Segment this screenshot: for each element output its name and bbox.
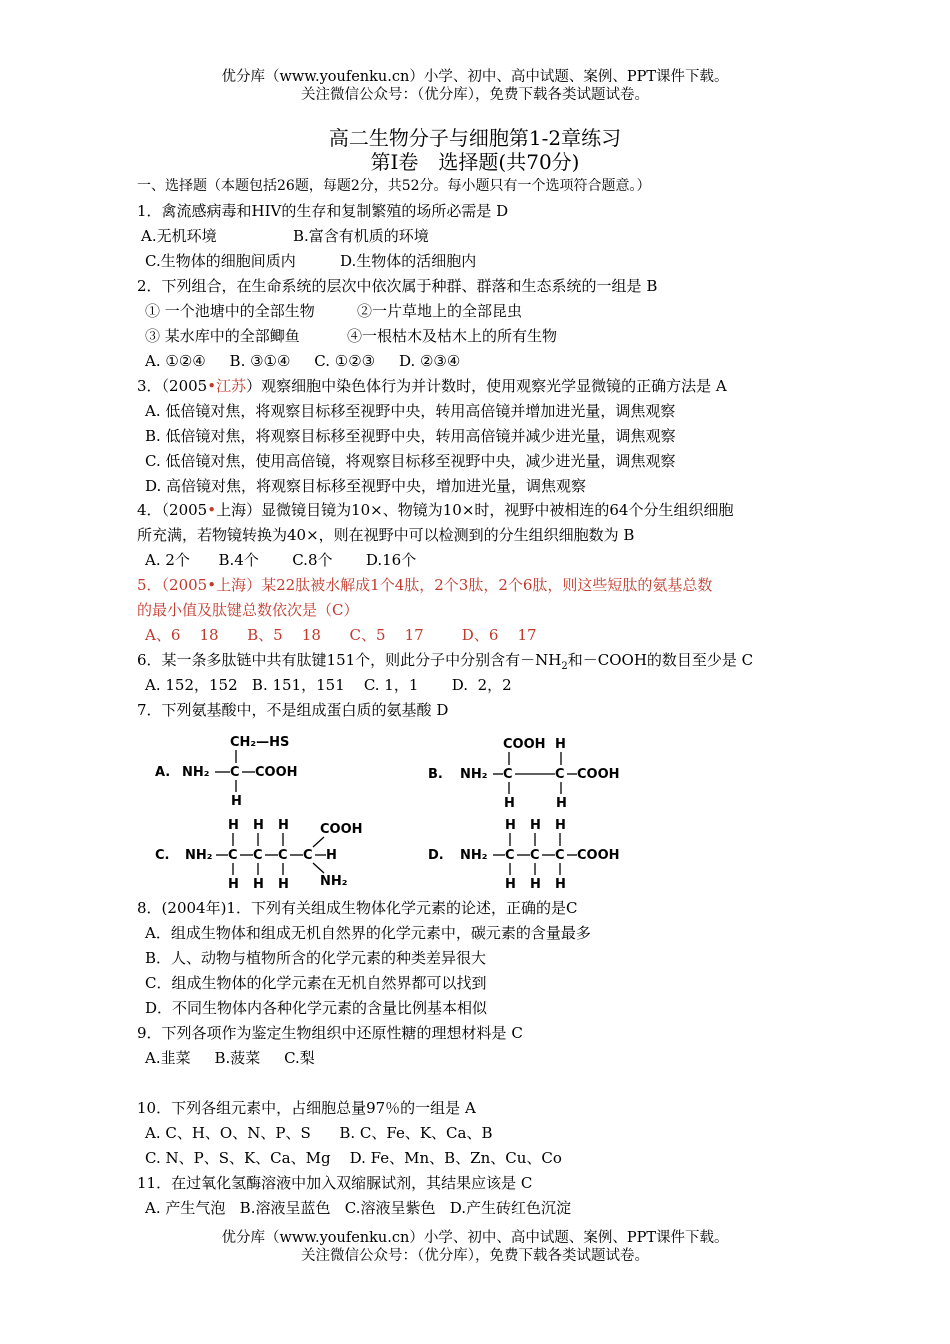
header-line-1: 优分库（www.youfenku.cn）小学、初中、高中试题、案例、PPT课件下载。 bbox=[221, 69, 729, 85]
q7-stem: 7．下列氨基酸中，不是组成蛋白质的氨基酸 D bbox=[137, 701, 449, 719]
structure-c-c3: C bbox=[278, 848, 288, 863]
structure-c-c4: C bbox=[303, 848, 313, 863]
q4-stem-rest: 上海）显微镜目镜为10×、物镜为10×时，视野中被相连的64个分生组织细胞 bbox=[216, 501, 734, 519]
q8-option-d: D．不同生物体内各种化学元素的含量比例基本相似 bbox=[145, 999, 488, 1017]
q4-options: A. 2个 B.4个 C.8个 D.16个 bbox=[145, 551, 417, 569]
q4-stem bbox=[137, 499, 733, 521]
q3-dot: • bbox=[207, 377, 217, 395]
q3-stem bbox=[137, 375, 727, 397]
q2-stem: 2．下列组合，在生命系统的层次中依次属于种群、群落和生态系统的一组是 B bbox=[137, 277, 658, 295]
q5-options: A、6 18 B、5 18 C、5 17 D、6 17 bbox=[145, 626, 537, 644]
q10-options-ab: A. C、H、O、N、P、S B. C、Fe、K、Ca、B bbox=[145, 1124, 493, 1142]
q1-option-c: C.生物体的细胞间质内 bbox=[145, 252, 296, 270]
q10-stem: 10．下列各组元素中，占细胞总量97％的一组是 A bbox=[137, 1099, 476, 1117]
q8-option-c: C．组成生物体的化学元素在无机自然界都可以找到 bbox=[145, 974, 487, 992]
structure-c-nh2: NH₂ bbox=[185, 848, 213, 863]
q1-option-a: A.无机环境 bbox=[141, 227, 217, 245]
structure-c-h-top-2: H bbox=[253, 818, 264, 833]
structure-d-c1: C bbox=[505, 848, 515, 863]
q11-stem: 11．在过氧化氢酶溶液中加入双缩脲试剂，其结果应该是 C bbox=[137, 1174, 533, 1192]
structure-c-h-top-1: H bbox=[228, 818, 239, 833]
q3-stem-prefix: 3．（2005 bbox=[137, 377, 208, 395]
section-intro: 一、选择题（本题包括26题，每题2分，共52分。每小题只有一个选项符合题意。） bbox=[137, 178, 651, 194]
q5-stem-line-2: 的最小值及肽键总数依次是（C） bbox=[137, 601, 359, 619]
q8-option-b: B．人、动物与植物所含的化学元素的种类差异很大 bbox=[145, 949, 487, 967]
structure-b-h-bottom-1: H bbox=[504, 796, 515, 811]
q3-stem-rest: ）观察细胞中染色体行为并计数时，使用观察光学显微镜的正确方法是 A bbox=[246, 377, 727, 395]
structure-d-h-top-2: H bbox=[530, 818, 541, 833]
structure-d-nh2: NH₂ bbox=[460, 848, 488, 863]
structure-b-h-bottom-2: H bbox=[556, 796, 567, 811]
structure-c-h-top-3: H bbox=[278, 818, 289, 833]
q1-stem: 1．禽流感病毒和HIV的生存和复制繁殖的场所必需是 D bbox=[137, 202, 509, 220]
structure-a bbox=[150, 730, 320, 810]
structure-c-h-bottom-2: H bbox=[253, 877, 264, 892]
footer-line-2: 关注微信公众号：（优分库），免费下载各类试题试卷。 bbox=[301, 1248, 649, 1264]
structure-d-h-top-3: H bbox=[555, 818, 566, 833]
q8-stem: 8．(2004年)1．下列有关组成生物体化学元素的论述，正确的是C bbox=[137, 899, 578, 917]
q2-item-1: ① 一个池塘中的全部生物 bbox=[145, 302, 315, 320]
structure-d-h-bottom-2: H bbox=[530, 877, 541, 892]
structure-c-c2: C bbox=[253, 848, 263, 863]
q9-options: A.韭菜 B.菠菜 C.梨 bbox=[145, 1049, 315, 1067]
structure-d-h-bottom-3: H bbox=[555, 877, 566, 892]
structure-a-cooh: COOH bbox=[255, 765, 298, 780]
footer-line-1: 优分库（www.youfenku.cn）小学、初中、高中试题、案例、PPT课件下载。 bbox=[221, 1230, 729, 1246]
structure-a-ch2hs: CH₂—HS bbox=[230, 735, 290, 750]
q6-stem-prefix: 6．某一条多肽链中共有肽键151个，则此分子中分别含有－NH bbox=[137, 651, 562, 669]
structure-d-c2: C bbox=[530, 848, 540, 863]
q3-option-d: D. 高倍镜对焦，将观察目标移至视野中央，增加进光量，调焦观察 bbox=[145, 477, 587, 495]
structure-c-c1: C bbox=[228, 848, 238, 863]
structure-b-nh2: NH₂ bbox=[460, 767, 488, 782]
structure-d-cooh: COOH bbox=[577, 848, 620, 863]
structure-b-c1: C bbox=[503, 767, 513, 782]
q6-stem-rest: 和－COOH的数目至少是 C bbox=[567, 651, 754, 669]
structure-c-label: C. bbox=[155, 848, 170, 863]
q6-subscript: 2 bbox=[561, 661, 568, 672]
q3-place: 江苏 bbox=[216, 377, 247, 395]
q4-stem-line-2: 所充满，若物镜转换为40×，则在视野中可以检测到的分生组织细胞数为 B bbox=[137, 526, 635, 544]
q3-option-a: A. 低倍镜对焦，将观察目标移至视野中央，转用高倍镜并增加进光量，调焦观察 bbox=[145, 402, 676, 420]
structure-a-c: C bbox=[230, 765, 240, 780]
structure-b-c2: C bbox=[555, 767, 565, 782]
structure-c-h-bottom-1: H bbox=[228, 877, 239, 892]
structure-c-cooh: COOH bbox=[320, 822, 363, 837]
q1-option-d: D.生物体的活细胞内 bbox=[340, 252, 477, 270]
q10-options-cd: C. N、P、S、K、Ca、Mg D. Fe、Mn、B、Zn、Cu、Co bbox=[145, 1149, 562, 1167]
structure-b-label: B. bbox=[428, 767, 443, 782]
structure-b-cooh: COOH bbox=[577, 767, 620, 782]
q2-item-4: ④一根枯木及枯木上的所有生物 bbox=[347, 327, 558, 345]
page-title: 高二生物分子与细胞第1-2章练习 bbox=[328, 126, 622, 150]
structure-b bbox=[425, 732, 635, 812]
q2-item-3: ③ 某水库中的全部鲫鱼 bbox=[145, 327, 300, 345]
header-line-2: 关注微信公众号：（优分库），免费下载各类试题试卷。 bbox=[301, 87, 649, 103]
q4-stem-prefix: 4．（2005 bbox=[137, 501, 208, 519]
structure-d bbox=[425, 815, 635, 895]
q3-option-b: B. 低倍镜对焦，将观察目标移至视野中央，转用高倍镜并减少进光量，调焦观察 bbox=[145, 427, 676, 445]
structure-d-h-bottom-1: H bbox=[505, 877, 516, 892]
structure-a-label: A. bbox=[155, 765, 171, 780]
structure-b-h-top: H bbox=[555, 737, 566, 752]
structure-a-nh2: NH₂ bbox=[182, 765, 210, 780]
q2-options: A. ①②④ B. ③①④ C. ①②③ D. ②③④ bbox=[145, 352, 461, 370]
q9-stem: 9．下列各项作为鉴定生物组织中还原性糖的理想材料是 C bbox=[137, 1024, 523, 1042]
structure-d-label: D. bbox=[428, 848, 444, 863]
section-title: 第Ⅰ卷 选择题(共70分) bbox=[370, 150, 580, 174]
structure-d-h-top-1: H bbox=[505, 818, 516, 833]
q4-dot: • bbox=[207, 501, 217, 519]
q8-option-a: A．组成生物体和组成无机自然界的化学元素中，碳元素的含量最多 bbox=[145, 924, 591, 942]
structure-c-h-right: H bbox=[326, 848, 337, 863]
q6-options: A. 152，152 B. 151，151 C. 1，1 D. 2，2 bbox=[145, 676, 512, 694]
structure-c-h-bottom-3: H bbox=[278, 877, 289, 892]
q2-item-2: ②一片草地上的全部昆虫 bbox=[357, 302, 523, 320]
structure-a-h: H bbox=[231, 794, 242, 809]
q3-option-c: C. 低倍镜对焦，使用高倍镜，将观察目标移至视野中央，减少进光量，调焦观察 bbox=[145, 452, 676, 470]
structure-c-nh2-bottom: NH₂ bbox=[320, 874, 348, 889]
q1-option-b: B.富含有机质的环境 bbox=[293, 227, 429, 245]
structure-c bbox=[150, 815, 380, 895]
structure-b-cooh-top: COOH bbox=[503, 737, 546, 752]
q11-options: A. 产生气泡 B.溶液呈蓝色 C.溶液呈紫色 D.产生砖红色沉淀 bbox=[145, 1199, 572, 1217]
q5-stem: 5．（2005•上海）某22肽被水解成1个4肽，2个3肽，2个6肽，则这些短肽的氨基总数 bbox=[137, 576, 713, 594]
structure-d-c3: C bbox=[555, 848, 565, 863]
